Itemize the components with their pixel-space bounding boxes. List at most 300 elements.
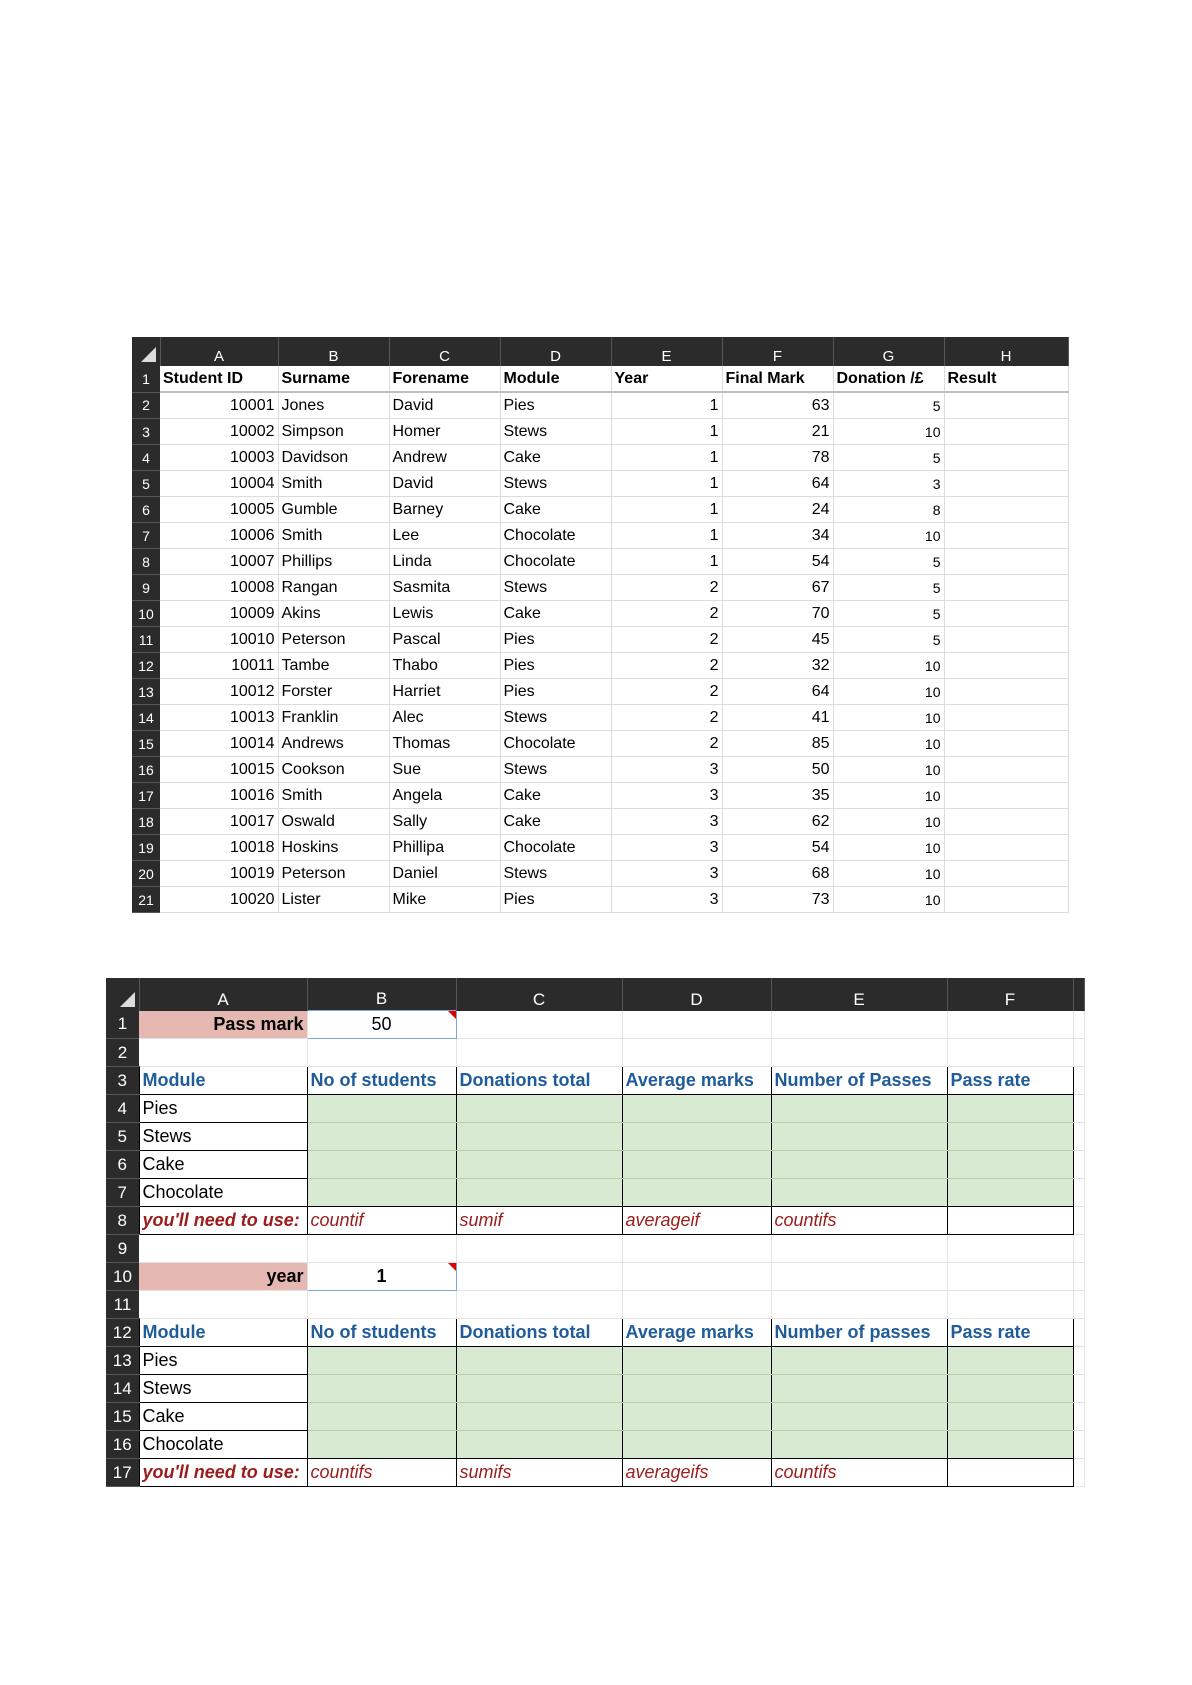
module-name[interactable]: Chocolate — [139, 1431, 307, 1459]
table-cell[interactable]: Andrews — [278, 731, 389, 757]
table-cell[interactable]: David — [389, 471, 500, 497]
table-cell[interactable]: Smith — [278, 471, 389, 497]
table-cell[interactable]: 10 — [833, 705, 944, 731]
table-cell[interactable]: 1 — [611, 419, 722, 445]
row-number[interactable]: 17 — [132, 783, 160, 809]
answer-input[interactable] — [456, 1347, 622, 1375]
answer-input[interactable] — [307, 1347, 456, 1375]
row-number[interactable]: 7 — [106, 1179, 139, 1207]
table-cell[interactable]: Phillips — [278, 549, 389, 575]
empty-cell[interactable] — [139, 1235, 307, 1263]
row-number[interactable]: 12 — [106, 1319, 139, 1347]
answer-input[interactable] — [947, 1179, 1073, 1207]
empty-cell[interactable] — [771, 1263, 947, 1291]
table-cell[interactable]: 3 — [611, 861, 722, 887]
table-cell[interactable]: 3 — [611, 757, 722, 783]
table-cell[interactable] — [944, 809, 1068, 835]
table-cell[interactable]: 24 — [722, 497, 833, 523]
table-cell[interactable]: 10002 — [160, 419, 278, 445]
empty-cell[interactable] — [456, 1235, 622, 1263]
table-cell[interactable] — [944, 887, 1068, 913]
year-input[interactable] — [307, 1263, 456, 1291]
table-cell[interactable]: 10018 — [160, 835, 278, 861]
answer-input[interactable] — [456, 1123, 622, 1151]
empty-cell[interactable] — [307, 1291, 456, 1319]
table-cell[interactable]: Jones — [278, 392, 389, 419]
empty-cell[interactable] — [771, 1011, 947, 1039]
table-cell[interactable] — [944, 757, 1068, 783]
row-number[interactable]: 18 — [132, 809, 160, 835]
table-cell[interactable]: 45 — [722, 627, 833, 653]
summary-header-cell[interactable]: Number of passes — [771, 1319, 947, 1347]
summary-header-cell[interactable]: Donations total — [456, 1319, 622, 1347]
empty-cell[interactable] — [771, 1291, 947, 1319]
column-header[interactable]: G — [833, 337, 944, 366]
row-number[interactable]: 17 — [106, 1459, 139, 1487]
table-cell[interactable]: 3 — [611, 887, 722, 913]
module-name[interactable]: Cake — [139, 1151, 307, 1179]
row-number[interactable]: 13 — [106, 1347, 139, 1375]
table-cell[interactable]: 10 — [833, 653, 944, 679]
table-cell[interactable]: 5 — [833, 627, 944, 653]
table-cell[interactable]: 67 — [722, 575, 833, 601]
row-number[interactable]: 3 — [106, 1067, 139, 1095]
answer-input[interactable] — [947, 1123, 1073, 1151]
table-cell[interactable]: 10016 — [160, 783, 278, 809]
table-cell[interactable]: 34 — [722, 523, 833, 549]
row-number[interactable]: 5 — [132, 471, 160, 497]
table-cell[interactable]: 1 — [611, 471, 722, 497]
answer-input[interactable] — [307, 1179, 456, 1207]
table-cell[interactable]: Davidson — [278, 445, 389, 471]
answer-input[interactable] — [622, 1151, 771, 1179]
table-cell[interactable]: 35 — [722, 783, 833, 809]
table-cell[interactable]: 70 — [722, 601, 833, 627]
table-cell[interactable]: 73 — [722, 887, 833, 913]
header-cell[interactable]: Forename — [389, 366, 500, 392]
answer-input[interactable] — [771, 1375, 947, 1403]
module-name[interactable]: Stews — [139, 1123, 307, 1151]
header-cell[interactable]: Donation /£ — [833, 366, 944, 392]
empty-cell[interactable] — [622, 1291, 771, 1319]
column-header[interactable]: E — [771, 978, 947, 1011]
answer-input[interactable] — [307, 1123, 456, 1151]
table-cell[interactable]: Harriet — [389, 679, 500, 705]
table-cell[interactable]: 10008 — [160, 575, 278, 601]
row-number[interactable]: 8 — [132, 549, 160, 575]
table-cell[interactable] — [944, 419, 1068, 445]
table-cell[interactable] — [944, 835, 1068, 861]
summary-header-cell[interactable]: Donations total — [456, 1067, 622, 1095]
table-cell[interactable]: Hoskins — [278, 835, 389, 861]
empty-cell[interactable] — [622, 1011, 771, 1039]
table-cell[interactable]: 2 — [611, 601, 722, 627]
table-cell[interactable]: Daniel — [389, 861, 500, 887]
header-cell[interactable]: Final Mark — [722, 366, 833, 392]
table-cell[interactable]: 10003 — [160, 445, 278, 471]
table-cell[interactable]: Thomas — [389, 731, 500, 757]
table-cell[interactable]: Pies — [500, 679, 611, 705]
table-cell[interactable]: 10009 — [160, 601, 278, 627]
table-cell[interactable]: Stews — [500, 471, 611, 497]
table-cell[interactable]: Pies — [500, 627, 611, 653]
row-number[interactable]: 3 — [132, 419, 160, 445]
table-cell[interactable] — [944, 627, 1068, 653]
column-header[interactable]: B — [307, 978, 456, 1011]
table-cell[interactable]: Peterson — [278, 627, 389, 653]
table-cell[interactable]: 85 — [722, 731, 833, 757]
answer-input[interactable] — [307, 1095, 456, 1123]
table-cell[interactable]: Pies — [500, 887, 611, 913]
empty-cell[interactable] — [947, 1459, 1073, 1487]
column-header[interactable]: D — [500, 337, 611, 366]
table-cell[interactable]: 10015 — [160, 757, 278, 783]
table-cell[interactable]: 10019 — [160, 861, 278, 887]
answer-input[interactable] — [456, 1151, 622, 1179]
table-cell[interactable]: 5 — [833, 601, 944, 627]
empty-cell[interactable] — [139, 1291, 307, 1319]
table-cell[interactable]: Peterson — [278, 861, 389, 887]
answer-input[interactable] — [947, 1151, 1073, 1179]
answer-input[interactable] — [307, 1403, 456, 1431]
table-cell[interactable]: Smith — [278, 783, 389, 809]
empty-cell[interactable] — [307, 1039, 456, 1067]
row-number[interactable]: 2 — [106, 1039, 139, 1067]
module-name[interactable]: Pies — [139, 1095, 307, 1123]
answer-input[interactable] — [622, 1347, 771, 1375]
answer-input[interactable] — [307, 1375, 456, 1403]
empty-cell[interactable] — [456, 1011, 622, 1039]
table-cell[interactable]: 62 — [722, 809, 833, 835]
table-cell[interactable]: 21 — [722, 419, 833, 445]
row-number[interactable]: 16 — [132, 757, 160, 783]
table-cell[interactable] — [944, 679, 1068, 705]
empty-cell[interactable] — [947, 1263, 1073, 1291]
row-number[interactable]: 19 — [132, 835, 160, 861]
table-cell[interactable] — [944, 497, 1068, 523]
row-number[interactable]: 4 — [106, 1095, 139, 1123]
column-header[interactable]: D — [622, 978, 771, 1011]
answer-input[interactable] — [947, 1347, 1073, 1375]
answer-input[interactable] — [947, 1431, 1073, 1459]
table-cell[interactable]: Chocolate — [500, 549, 611, 575]
table-cell[interactable]: Chocolate — [500, 523, 611, 549]
row-number[interactable]: 5 — [106, 1123, 139, 1151]
empty-cell[interactable] — [622, 1039, 771, 1067]
table-cell[interactable]: 68 — [722, 861, 833, 887]
row-number[interactable]: 7 — [132, 523, 160, 549]
table-cell[interactable]: Stews — [500, 575, 611, 601]
table-cell[interactable]: Sally — [389, 809, 500, 835]
module-name[interactable]: Pies — [139, 1347, 307, 1375]
column-header[interactable]: H — [944, 337, 1068, 366]
table-cell[interactable] — [944, 861, 1068, 887]
row-number[interactable]: 20 — [132, 861, 160, 887]
table-cell[interactable]: Tambe — [278, 653, 389, 679]
row-number[interactable]: 12 — [132, 653, 160, 679]
table-cell[interactable]: 10006 — [160, 523, 278, 549]
table-cell[interactable]: Oswald — [278, 809, 389, 835]
table-cell[interactable]: 10 — [833, 835, 944, 861]
summary-header-cell[interactable]: Module — [139, 1067, 307, 1095]
table-cell[interactable]: 10020 — [160, 887, 278, 913]
header-cell[interactable]: Result — [944, 366, 1068, 392]
row-number[interactable]: 13 — [132, 679, 160, 705]
header-cell[interactable]: Module — [500, 366, 611, 392]
row-number[interactable]: 1 — [132, 366, 160, 392]
table-cell[interactable] — [944, 523, 1068, 549]
table-cell[interactable]: Thabo — [389, 653, 500, 679]
table-cell[interactable]: 78 — [722, 445, 833, 471]
table-cell[interactable]: Rangan — [278, 575, 389, 601]
table-cell[interactable]: 50 — [722, 757, 833, 783]
table-cell[interactable]: Stews — [500, 861, 611, 887]
table-cell[interactable]: Stews — [500, 757, 611, 783]
table-cell[interactable]: 5 — [833, 549, 944, 575]
row-number[interactable]: 11 — [106, 1291, 139, 1319]
row-number[interactable]: 9 — [132, 575, 160, 601]
table-cell[interactable] — [944, 705, 1068, 731]
row-number[interactable]: 10 — [132, 601, 160, 627]
table-cell[interactable]: 63 — [722, 392, 833, 419]
answer-input[interactable] — [307, 1431, 456, 1459]
column-header[interactable]: C — [389, 337, 500, 366]
row-number[interactable]: 15 — [132, 731, 160, 757]
table-cell[interactable]: Stews — [500, 419, 611, 445]
empty-cell[interactable] — [622, 1235, 771, 1263]
answer-input[interactable] — [947, 1095, 1073, 1123]
table-cell[interactable]: Lewis — [389, 601, 500, 627]
table-cell[interactable]: 2 — [611, 653, 722, 679]
table-cell[interactable]: 5 — [833, 575, 944, 601]
row-number[interactable]: 15 — [106, 1403, 139, 1431]
table-cell[interactable]: Franklin — [278, 705, 389, 731]
row-number[interactable]: 8 — [106, 1207, 139, 1235]
table-cell[interactable]: 10007 — [160, 549, 278, 575]
header-cell[interactable]: Surname — [278, 366, 389, 392]
empty-cell[interactable] — [622, 1263, 771, 1291]
row-number[interactable]: 9 — [106, 1235, 139, 1263]
table-cell[interactable]: 10 — [833, 731, 944, 757]
select-all-corner[interactable] — [132, 337, 160, 366]
table-cell[interactable]: Stews — [500, 705, 611, 731]
answer-input[interactable] — [622, 1403, 771, 1431]
row-number[interactable]: 14 — [132, 705, 160, 731]
table-cell[interactable]: 64 — [722, 679, 833, 705]
table-cell[interactable] — [944, 653, 1068, 679]
row-number[interactable]: 4 — [132, 445, 160, 471]
table-cell[interactable]: 10004 — [160, 471, 278, 497]
empty-cell[interactable] — [139, 1039, 307, 1067]
answer-input[interactable] — [771, 1095, 947, 1123]
table-cell[interactable] — [944, 783, 1068, 809]
answer-input[interactable] — [456, 1431, 622, 1459]
table-cell[interactable]: 10011 — [160, 653, 278, 679]
table-cell[interactable]: Cookson — [278, 757, 389, 783]
answer-input[interactable] — [947, 1403, 1073, 1431]
empty-cell[interactable] — [947, 1207, 1073, 1235]
summary-header-cell[interactable]: Module — [139, 1319, 307, 1347]
table-cell[interactable] — [944, 445, 1068, 471]
empty-cell[interactable] — [947, 1235, 1073, 1263]
header-cell[interactable]: Year — [611, 366, 722, 392]
table-cell[interactable]: Chocolate — [500, 731, 611, 757]
table-cell[interactable]: Homer — [389, 419, 500, 445]
empty-cell[interactable] — [456, 1039, 622, 1067]
table-cell[interactable]: 54 — [722, 549, 833, 575]
column-header[interactable]: C — [456, 978, 622, 1011]
row-number[interactable]: 1 — [106, 1011, 139, 1039]
table-cell[interactable]: 1 — [611, 523, 722, 549]
answer-input[interactable] — [622, 1431, 771, 1459]
pass-mark-input[interactable] — [307, 1011, 456, 1039]
row-number[interactable]: 6 — [132, 497, 160, 523]
answer-input[interactable] — [307, 1151, 456, 1179]
table-cell[interactable] — [944, 731, 1068, 757]
table-cell[interactable]: Gumble — [278, 497, 389, 523]
column-header[interactable]: F — [947, 978, 1073, 1011]
row-number[interactable]: 11 — [132, 627, 160, 653]
answer-input[interactable] — [771, 1151, 947, 1179]
table-cell[interactable]: 10017 — [160, 809, 278, 835]
table-cell[interactable]: 5 — [833, 392, 944, 419]
table-cell[interactable]: 10 — [833, 809, 944, 835]
summary-header-cell[interactable]: Average marks — [622, 1319, 771, 1347]
table-cell[interactable]: 41 — [722, 705, 833, 731]
empty-cell[interactable] — [947, 1011, 1073, 1039]
table-cell[interactable]: 1 — [611, 549, 722, 575]
summary-header-cell[interactable]: Average marks — [622, 1067, 771, 1095]
table-cell[interactable]: 5 — [833, 445, 944, 471]
table-cell[interactable]: 10 — [833, 861, 944, 887]
table-cell[interactable]: 64 — [722, 471, 833, 497]
select-all-corner[interactable] — [106, 978, 139, 1011]
table-cell[interactable]: David — [389, 392, 500, 419]
table-cell[interactable]: 10010 — [160, 627, 278, 653]
table-cell[interactable]: Cake — [500, 601, 611, 627]
table-cell[interactable]: 10005 — [160, 497, 278, 523]
table-cell[interactable]: 10013 — [160, 705, 278, 731]
answer-input[interactable] — [456, 1403, 622, 1431]
table-cell[interactable]: Alec — [389, 705, 500, 731]
table-cell[interactable] — [944, 601, 1068, 627]
answer-input[interactable] — [771, 1403, 947, 1431]
table-cell[interactable]: Sue — [389, 757, 500, 783]
table-cell[interactable]: Cake — [500, 783, 611, 809]
table-cell[interactable]: 3 — [833, 471, 944, 497]
column-header[interactable]: A — [160, 337, 278, 366]
column-header[interactable]: F — [722, 337, 833, 366]
table-cell[interactable]: Angela — [389, 783, 500, 809]
table-cell[interactable]: Barney — [389, 497, 500, 523]
table-cell[interactable]: 32 — [722, 653, 833, 679]
table-cell[interactable]: Mike — [389, 887, 500, 913]
module-name[interactable]: Chocolate — [139, 1179, 307, 1207]
table-cell[interactable]: 10 — [833, 887, 944, 913]
table-cell[interactable]: 1 — [611, 392, 722, 419]
answer-input[interactable] — [622, 1375, 771, 1403]
table-cell[interactable]: 10 — [833, 523, 944, 549]
table-cell[interactable]: 10 — [833, 757, 944, 783]
answer-input[interactable] — [456, 1179, 622, 1207]
answer-input[interactable] — [947, 1375, 1073, 1403]
table-cell[interactable]: Sasmita — [389, 575, 500, 601]
answer-input[interactable] — [771, 1123, 947, 1151]
table-cell[interactable] — [944, 575, 1068, 601]
table-cell[interactable]: 8 — [833, 497, 944, 523]
row-number[interactable]: 14 — [106, 1375, 139, 1403]
table-cell[interactable]: Chocolate — [500, 835, 611, 861]
table-cell[interactable]: 2 — [611, 705, 722, 731]
empty-cell[interactable] — [307, 1235, 456, 1263]
table-cell[interactable]: Forster — [278, 679, 389, 705]
table-cell[interactable] — [944, 392, 1068, 419]
empty-cell[interactable] — [771, 1235, 947, 1263]
table-cell[interactable]: Smith — [278, 523, 389, 549]
table-cell[interactable]: Andrew — [389, 445, 500, 471]
row-number[interactable]: 6 — [106, 1151, 139, 1179]
row-number[interactable]: 10 — [106, 1263, 139, 1291]
answer-input[interactable] — [456, 1095, 622, 1123]
answer-input[interactable] — [622, 1123, 771, 1151]
empty-cell[interactable] — [947, 1039, 1073, 1067]
table-cell[interactable]: Cake — [500, 809, 611, 835]
empty-cell[interactable] — [456, 1291, 622, 1319]
table-cell[interactable]: Akins — [278, 601, 389, 627]
table-cell[interactable]: 1 — [611, 497, 722, 523]
table-cell[interactable]: Phillipa — [389, 835, 500, 861]
table-cell[interactable]: 10 — [833, 419, 944, 445]
table-cell[interactable]: 3 — [611, 783, 722, 809]
table-cell[interactable]: Pies — [500, 653, 611, 679]
table-cell[interactable]: 10 — [833, 783, 944, 809]
table-cell[interactable]: 3 — [611, 809, 722, 835]
empty-cell[interactable] — [771, 1039, 947, 1067]
answer-input[interactable] — [771, 1179, 947, 1207]
table-cell[interactable]: 2 — [611, 731, 722, 757]
answer-input[interactable] — [456, 1375, 622, 1403]
table-cell[interactable]: 54 — [722, 835, 833, 861]
row-number[interactable]: 2 — [132, 392, 160, 419]
empty-cell[interactable] — [947, 1291, 1073, 1319]
table-cell[interactable]: 1 — [611, 445, 722, 471]
header-cell[interactable]: Student ID — [160, 366, 278, 392]
table-cell[interactable] — [944, 549, 1068, 575]
module-name[interactable]: Stews — [139, 1375, 307, 1403]
table-cell[interactable]: 2 — [611, 575, 722, 601]
table-cell[interactable]: Pascal — [389, 627, 500, 653]
empty-cell[interactable] — [456, 1263, 622, 1291]
table-cell[interactable]: Cake — [500, 497, 611, 523]
table-cell[interactable]: 2 — [611, 679, 722, 705]
table-cell[interactable]: Linda — [389, 549, 500, 575]
column-header[interactable]: A — [139, 978, 307, 1011]
table-cell[interactable]: 10001 — [160, 392, 278, 419]
summary-header-cell[interactable]: No of students — [307, 1319, 456, 1347]
table-cell[interactable]: 10012 — [160, 679, 278, 705]
table-cell[interactable]: 3 — [611, 835, 722, 861]
table-cell[interactable]: 10014 — [160, 731, 278, 757]
answer-input[interactable] — [622, 1095, 771, 1123]
table-cell[interactable]: Pies — [500, 392, 611, 419]
column-header[interactable]: E — [611, 337, 722, 366]
row-number[interactable]: 21 — [132, 887, 160, 913]
summary-header-cell[interactable]: No of students — [307, 1067, 456, 1095]
summary-header-cell[interactable]: Pass rate — [947, 1319, 1073, 1347]
table-cell[interactable]: Lee — [389, 523, 500, 549]
answer-input[interactable] — [771, 1347, 947, 1375]
table-cell[interactable]: 10 — [833, 679, 944, 705]
